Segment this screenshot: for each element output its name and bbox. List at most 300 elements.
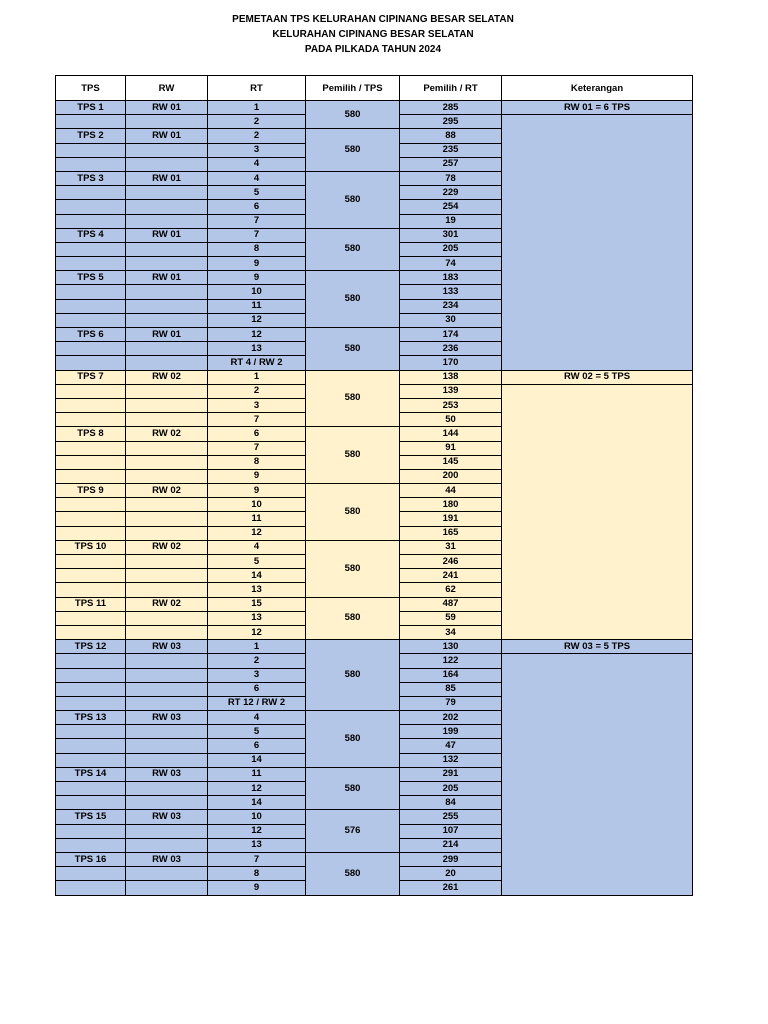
pemilih-rt-cell: 130	[400, 640, 502, 654]
pemilih-tps-cell: 580	[306, 540, 400, 597]
tps-cell	[56, 186, 126, 200]
rw-cell: RW 03	[126, 767, 208, 781]
rt-cell: 5	[208, 555, 306, 569]
pemilih-rt-cell: 144	[400, 427, 502, 441]
pemilih-rt-cell: 107	[400, 824, 502, 838]
header-tps: TPS	[56, 76, 126, 101]
tps-cell: TPS 15	[56, 810, 126, 824]
rw-cell	[126, 299, 208, 313]
rt-cell: 5	[208, 186, 306, 200]
pemilih-rt-cell: 34	[400, 625, 502, 639]
tps-cell	[56, 583, 126, 597]
rt-cell: 15	[208, 597, 306, 611]
header-pemilih-rt: Pemilih / RT	[400, 76, 502, 101]
tps-cell	[56, 668, 126, 682]
keterangan-cell	[502, 186, 693, 200]
tps-cell	[56, 157, 126, 171]
pemilih-rt-cell: 200	[400, 469, 502, 483]
rw-cell	[126, 186, 208, 200]
tps-cell	[56, 782, 126, 796]
keterangan-cell	[502, 753, 693, 767]
pemilih-tps-cell: 580	[306, 228, 400, 271]
keterangan-cell	[502, 413, 693, 427]
rw-cell: RW 01	[126, 328, 208, 342]
keterangan-cell	[502, 555, 693, 569]
pemilih-rt-cell: 133	[400, 285, 502, 299]
table-row	[56, 228, 693, 242]
tps-cell	[56, 526, 126, 540]
header-pemilih-tps: Pemilih / TPS	[306, 76, 400, 101]
pemilih-rt-cell: 145	[400, 455, 502, 469]
pemilih-rt-cell: 285	[400, 101, 502, 115]
rt-cell: 9	[208, 257, 306, 271]
tps-cell	[56, 881, 126, 895]
rw-cell	[126, 342, 208, 356]
rw-cell	[126, 569, 208, 583]
rw-cell	[126, 285, 208, 299]
rw-cell: RW 01	[126, 129, 208, 143]
rw-cell	[126, 753, 208, 767]
tps-cell	[56, 214, 126, 228]
rt-cell: 4	[208, 157, 306, 171]
tps-cell	[56, 356, 126, 370]
keterangan-cell	[502, 356, 693, 370]
header-keterangan: Keterangan	[502, 76, 693, 101]
keterangan-cell	[502, 441, 693, 455]
rt-cell: 11	[208, 767, 306, 781]
keterangan-cell	[502, 852, 693, 866]
pemilih-rt-cell: 79	[400, 696, 502, 710]
tps-cell	[56, 824, 126, 838]
rt-cell: 7	[208, 441, 306, 455]
rt-cell: 13	[208, 342, 306, 356]
keterangan-cell	[502, 257, 693, 271]
rt-cell: 2	[208, 384, 306, 398]
keterangan-cell	[502, 143, 693, 157]
rw-cell: RW 01	[126, 228, 208, 242]
tps-cell: TPS 16	[56, 852, 126, 866]
rw-cell: RW 03	[126, 640, 208, 654]
keterangan-cell	[502, 725, 693, 739]
rw-cell: RW 02	[126, 597, 208, 611]
tps-cell: TPS 14	[56, 767, 126, 781]
rw-cell: RW 01	[126, 271, 208, 285]
pemilih-tps-cell: 580	[306, 101, 400, 129]
pemilih-rt-cell: 74	[400, 257, 502, 271]
rw-cell	[126, 867, 208, 881]
rw-cell	[126, 384, 208, 398]
pemilih-rt-cell: 257	[400, 157, 502, 171]
rt-cell: RT 12 / RW 2	[208, 696, 306, 710]
rw-cell: RW 02	[126, 370, 208, 384]
rt-cell: 2	[208, 115, 306, 129]
rt-cell: 1	[208, 370, 306, 384]
table-row	[56, 271, 693, 285]
title-line-1: PEMETAAN TPS KELURAHAN CIPINANG BESAR SELATAN	[232, 14, 514, 25]
keterangan-cell	[502, 867, 693, 881]
table-row	[56, 640, 693, 654]
rw-cell: RW 03	[126, 852, 208, 866]
pemilih-rt-cell: 19	[400, 214, 502, 228]
pemilih-rt-cell: 62	[400, 583, 502, 597]
rt-cell: 6	[208, 682, 306, 696]
rt-cell: 3	[208, 668, 306, 682]
tps-cell	[56, 143, 126, 157]
tps-cell	[56, 313, 126, 327]
pemilih-tps-cell: 580	[306, 484, 400, 541]
pemilih-rt-cell: 165	[400, 526, 502, 540]
tps-cell	[56, 867, 126, 881]
title-line-3: PADA PILKADA TAHUN 2024	[304, 44, 442, 55]
table-body	[56, 101, 693, 896]
pemilih-rt-cell: 202	[400, 711, 502, 725]
rt-cell: 10	[208, 810, 306, 824]
tps-cell: TPS 9	[56, 484, 126, 498]
keterangan-cell	[502, 810, 693, 824]
pemilih-rt-cell: 299	[400, 852, 502, 866]
keterangan-cell	[502, 313, 693, 327]
pemilih-rt-cell: 132	[400, 753, 502, 767]
rw-cell	[126, 725, 208, 739]
pemilih-rt-cell: 253	[400, 398, 502, 412]
tps-cell	[56, 469, 126, 483]
rw-cell	[126, 682, 208, 696]
tps-cell	[56, 796, 126, 810]
rt-cell: 1	[208, 640, 306, 654]
rt-cell: 7	[208, 228, 306, 242]
rw-cell	[126, 881, 208, 895]
keterangan-cell	[502, 711, 693, 725]
rw-cell	[126, 668, 208, 682]
keterangan-cell	[502, 782, 693, 796]
pemilih-rt-cell: 199	[400, 725, 502, 739]
table-row	[56, 101, 693, 115]
keterangan-cell	[502, 200, 693, 214]
pemilih-rt-cell: 261	[400, 881, 502, 895]
rt-cell: 11	[208, 299, 306, 313]
rt-cell: 13	[208, 838, 306, 852]
pemilih-rt-cell: 205	[400, 242, 502, 256]
rw-cell: RW 01	[126, 171, 208, 185]
tps-cell	[56, 257, 126, 271]
pemilih-rt-cell: 174	[400, 328, 502, 342]
rt-cell: 1	[208, 101, 306, 115]
tps-cell	[56, 625, 126, 639]
pemilih-tps-cell: 580	[306, 427, 400, 484]
tps-cell	[56, 413, 126, 427]
pemilih-rt-cell: 85	[400, 682, 502, 696]
rw-cell	[126, 824, 208, 838]
rw-cell	[126, 313, 208, 327]
keterangan-cell	[502, 484, 693, 498]
pemilih-rt-cell: 295	[400, 115, 502, 129]
rw-cell	[126, 214, 208, 228]
pemilih-rt-cell: 234	[400, 299, 502, 313]
rw-cell	[126, 782, 208, 796]
keterangan-cell	[502, 384, 693, 398]
keterangan-cell	[502, 115, 693, 129]
rt-cell: 12	[208, 526, 306, 540]
rt-cell: 4	[208, 711, 306, 725]
tps-cell: TPS 4	[56, 228, 126, 242]
tps-cell	[56, 725, 126, 739]
rw-cell	[126, 739, 208, 753]
keterangan-cell	[502, 129, 693, 143]
keterangan-cell	[502, 398, 693, 412]
pemilih-tps-cell: 580	[306, 597, 400, 640]
table-row	[56, 767, 693, 781]
pemilih-rt-cell: 59	[400, 611, 502, 625]
table-row	[56, 540, 693, 554]
table-row	[56, 597, 693, 611]
pemilih-rt-cell: 205	[400, 782, 502, 796]
rw-cell: RW 02	[126, 427, 208, 441]
tps-cell	[56, 555, 126, 569]
pemilih-tps-cell: 580	[306, 640, 400, 711]
keterangan-cell	[502, 342, 693, 356]
rt-cell: 12	[208, 328, 306, 342]
rt-cell: 4	[208, 540, 306, 554]
tps-cell	[56, 342, 126, 356]
tps-cell: TPS 7	[56, 370, 126, 384]
pemilih-rt-cell: 50	[400, 413, 502, 427]
tps-cell	[56, 682, 126, 696]
pemilih-rt-cell: 138	[400, 370, 502, 384]
keterangan-cell: RW 03 = 5 TPS	[502, 640, 693, 654]
tps-mapping-table	[55, 75, 693, 896]
rt-cell: 12	[208, 782, 306, 796]
rt-cell: 6	[208, 200, 306, 214]
tps-cell	[56, 200, 126, 214]
tps-cell	[56, 569, 126, 583]
rt-cell: 12	[208, 824, 306, 838]
keterangan-cell	[502, 838, 693, 852]
rt-cell: RT 4 / RW 2	[208, 356, 306, 370]
pemilih-rt-cell: 122	[400, 654, 502, 668]
keterangan-cell	[502, 427, 693, 441]
table-row	[56, 328, 693, 342]
tps-cell	[56, 498, 126, 512]
rw-cell	[126, 625, 208, 639]
pemilih-rt-cell: 31	[400, 540, 502, 554]
tps-cell	[56, 696, 126, 710]
keterangan-cell	[502, 214, 693, 228]
pemilih-tps-cell: 580	[306, 711, 400, 768]
table-row	[56, 370, 693, 384]
pemilih-tps-cell: 580	[306, 370, 400, 427]
table-row	[56, 484, 693, 498]
table-row	[56, 852, 693, 866]
rt-cell: 8	[208, 242, 306, 256]
tps-cell	[56, 654, 126, 668]
pemilih-rt-cell: 30	[400, 313, 502, 327]
tps-cell: TPS 11	[56, 597, 126, 611]
keterangan-cell	[502, 824, 693, 838]
pemilih-tps-cell: 580	[306, 271, 400, 328]
rt-cell: 5	[208, 725, 306, 739]
rw-cell	[126, 526, 208, 540]
pemilih-rt-cell: 246	[400, 555, 502, 569]
rt-cell: 9	[208, 484, 306, 498]
pemilih-rt-cell: 301	[400, 228, 502, 242]
rt-cell: 11	[208, 512, 306, 526]
pemilih-rt-cell: 191	[400, 512, 502, 526]
pemilih-rt-cell: 229	[400, 186, 502, 200]
table-row	[56, 129, 693, 143]
rw-cell	[126, 398, 208, 412]
pemilih-rt-cell: 235	[400, 143, 502, 157]
keterangan-cell	[502, 242, 693, 256]
tps-cell	[56, 739, 126, 753]
rt-cell: 14	[208, 569, 306, 583]
header-rt: RT	[208, 76, 306, 101]
rt-cell: 8	[208, 455, 306, 469]
pemilih-rt-cell: 254	[400, 200, 502, 214]
rt-cell: 3	[208, 143, 306, 157]
rw-cell	[126, 242, 208, 256]
keterangan-cell: RW 02 = 5 TPS	[502, 370, 693, 384]
keterangan-cell	[502, 455, 693, 469]
keterangan-cell	[502, 157, 693, 171]
pemilih-tps-cell: 580	[306, 767, 400, 810]
table-row	[56, 171, 693, 185]
pemilih-tps-cell: 580	[306, 171, 400, 228]
tps-cell: TPS 8	[56, 427, 126, 441]
pemilih-tps-cell: 580	[306, 328, 400, 371]
tps-cell	[56, 441, 126, 455]
header-rw: RW	[126, 76, 208, 101]
keterangan-cell: RW 01 = 6 TPS	[502, 101, 693, 115]
rw-cell	[126, 512, 208, 526]
pemilih-rt-cell: 291	[400, 767, 502, 781]
rt-cell: 14	[208, 796, 306, 810]
rw-cell	[126, 555, 208, 569]
rw-cell	[126, 356, 208, 370]
tps-cell: TPS 5	[56, 271, 126, 285]
rw-cell: RW 02	[126, 484, 208, 498]
rw-cell	[126, 469, 208, 483]
rw-cell	[126, 143, 208, 157]
tps-cell	[56, 838, 126, 852]
tps-cell	[56, 384, 126, 398]
pemilih-rt-cell: 139	[400, 384, 502, 398]
keterangan-cell	[502, 682, 693, 696]
keterangan-cell	[502, 569, 693, 583]
tps-cell	[56, 242, 126, 256]
tps-cell	[56, 611, 126, 625]
table-row	[56, 810, 693, 824]
keterangan-cell	[502, 526, 693, 540]
rt-cell: 2	[208, 654, 306, 668]
tps-cell	[56, 299, 126, 313]
pemilih-rt-cell: 180	[400, 498, 502, 512]
table-row	[56, 711, 693, 725]
rw-cell	[126, 200, 208, 214]
tps-cell	[56, 455, 126, 469]
rw-cell	[126, 413, 208, 427]
keterangan-cell	[502, 171, 693, 185]
keterangan-cell	[502, 767, 693, 781]
rt-cell: 6	[208, 427, 306, 441]
tps-cell: TPS 13	[56, 711, 126, 725]
pemilih-rt-cell: 44	[400, 484, 502, 498]
rw-cell	[126, 583, 208, 597]
rt-cell: 3	[208, 398, 306, 412]
rw-cell: RW 02	[126, 540, 208, 554]
tps-cell	[56, 398, 126, 412]
pemilih-rt-cell: 236	[400, 342, 502, 356]
rt-cell: 4	[208, 171, 306, 185]
tps-cell: TPS 1	[56, 101, 126, 115]
pemilih-rt-cell: 47	[400, 739, 502, 753]
keterangan-cell	[502, 328, 693, 342]
rt-cell: 10	[208, 285, 306, 299]
title-line-2: KELURAHAN CIPINANG BESAR SELATAN	[272, 29, 474, 40]
keterangan-cell	[502, 611, 693, 625]
pemilih-rt-cell: 170	[400, 356, 502, 370]
pemilih-rt-cell: 91	[400, 441, 502, 455]
tps-cell: TPS 2	[56, 129, 126, 143]
tps-cell	[56, 115, 126, 129]
rw-cell	[126, 611, 208, 625]
pemilih-tps-cell: 580	[306, 129, 400, 172]
tps-cell	[56, 753, 126, 767]
keterangan-cell	[502, 796, 693, 810]
rw-cell	[126, 157, 208, 171]
table-row	[56, 427, 693, 441]
pemilih-tps-cell: 580	[306, 852, 400, 895]
keterangan-cell	[502, 881, 693, 895]
rw-cell	[126, 838, 208, 852]
keterangan-cell	[502, 625, 693, 639]
keterangan-cell	[502, 597, 693, 611]
document-titles	[0, 12, 746, 57]
rt-cell: 8	[208, 867, 306, 881]
rt-cell: 6	[208, 739, 306, 753]
keterangan-cell	[502, 512, 693, 526]
keterangan-cell	[502, 696, 693, 710]
rw-cell	[126, 115, 208, 129]
rw-cell	[126, 455, 208, 469]
rw-cell: RW 03	[126, 810, 208, 824]
pemilih-rt-cell: 183	[400, 271, 502, 285]
rt-cell: 14	[208, 753, 306, 767]
rw-cell	[126, 654, 208, 668]
rw-cell: RW 03	[126, 711, 208, 725]
tps-cell: TPS 10	[56, 540, 126, 554]
keterangan-cell	[502, 469, 693, 483]
pemilih-rt-cell: 164	[400, 668, 502, 682]
keterangan-cell	[502, 668, 693, 682]
keterangan-cell	[502, 285, 693, 299]
pemilih-rt-cell: 241	[400, 569, 502, 583]
table-header-row	[56, 76, 693, 101]
rt-cell: 9	[208, 469, 306, 483]
keterangan-cell	[502, 540, 693, 554]
rt-cell: 12	[208, 313, 306, 327]
keterangan-cell	[502, 299, 693, 313]
rt-cell: 13	[208, 583, 306, 597]
rt-cell: 7	[208, 214, 306, 228]
pemilih-rt-cell: 255	[400, 810, 502, 824]
keterangan-cell	[502, 583, 693, 597]
tps-cell: TPS 12	[56, 640, 126, 654]
tps-cell: TPS 3	[56, 171, 126, 185]
rt-cell: 12	[208, 625, 306, 639]
keterangan-cell	[502, 498, 693, 512]
tps-cell	[56, 512, 126, 526]
rt-cell: 2	[208, 129, 306, 143]
